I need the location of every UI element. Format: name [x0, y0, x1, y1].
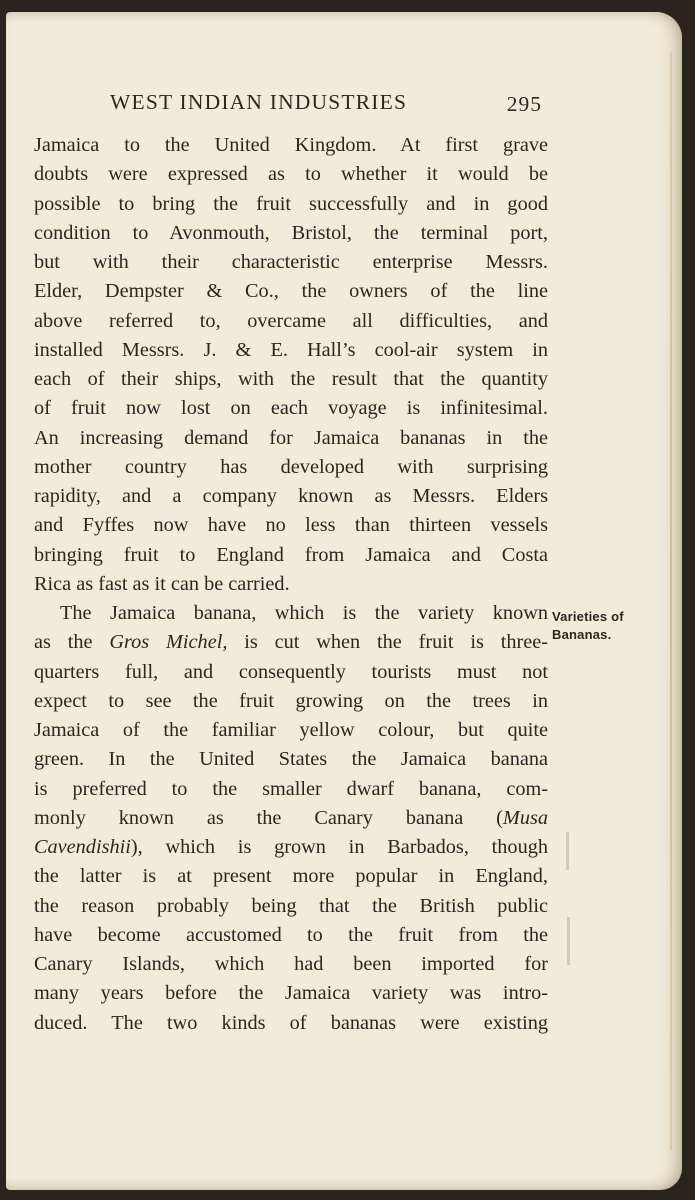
text-line: possible to bring the fruit successfully and in good [34, 192, 548, 215]
text-line: many years before the Jamaica variety was intro- [34, 982, 548, 1005]
text-run: monly known as the Canary banana ( [34, 806, 503, 829]
text-line [34, 628, 548, 657]
text-line: doubts were expressed as to whether it would be [34, 163, 548, 186]
text-line: bringing fruit to England from Jamaica and Costa [34, 543, 548, 566]
text-line: green. In the United States the Jamaica banana [34, 748, 548, 771]
text-line: the latter is at present more popular in England, [34, 865, 548, 888]
italic-term: Gros Michel [109, 631, 223, 654]
book-page [6, 12, 682, 1190]
text-line: The Jamaica banana, which is the variety known [60, 602, 548, 624]
italic-term: Cavendishii [34, 836, 131, 858]
text-line: Canary Islands, which had been imported for [34, 953, 548, 975]
text-line: have become accustomed to the fruit from the [34, 923, 548, 946]
page-number: 295 [506, 92, 542, 116]
show-through-mark [567, 917, 570, 965]
text-line: and Fyffes now have no less than thirteen vessels [34, 514, 548, 537]
text-line: each of their ships, with the result that the quantity [34, 368, 548, 390]
margin-note-line: Bananas. [552, 627, 612, 642]
text-run: ), which is grown in Barbados, though [130, 836, 548, 858]
text-line: Elder, Dempster & Co., the owners of the line [34, 280, 548, 303]
margin-note [552, 608, 652, 644]
text-line: mother country has developed with surprising [34, 455, 548, 478]
text-line: rapidity, and a company known as Messrs. Elders [34, 485, 548, 507]
text-line: above referred to, overcame all difficulties, and [34, 309, 548, 332]
text-run: , is cut when the fruit is three- [222, 631, 548, 654]
text-line: expect to see the fruit growing on the trees in [34, 689, 548, 712]
text-line: Jamaica of the familiar yellow colour, but quite [34, 719, 548, 741]
text-line [34, 833, 548, 862]
text-line: quarters full, and consequently tourists must not [34, 660, 548, 683]
italic-term: Musa [502, 806, 548, 829]
text-line: An increasing demand for Jamaica bananas in the [34, 426, 548, 449]
text-line: is preferred to the smaller dwarf banana, com- [34, 777, 548, 800]
text-line: duced. The two kinds of bananas were existing [34, 1011, 548, 1034]
running-title: WEST INDIAN INDUSTRIES [110, 90, 408, 114]
text-line: Jamaica to the United Kingdom. At first grave [34, 134, 548, 156]
margin-note-line: Varieties of [552, 609, 624, 624]
text-line: the reason probably being that the British public [34, 894, 548, 917]
text-line: but with their characteristic enterprise Messrs. [34, 251, 548, 273]
text-line: Rica as fast as it can be carried. [34, 572, 290, 595]
text-line [34, 804, 548, 833]
show-through-mark [566, 832, 569, 870]
text-line: of fruit now lost on each voyage is infinitesimal. [34, 397, 548, 420]
text-run: as the [34, 631, 110, 654]
body-text [34, 131, 548, 1038]
text-line: installed Messrs. J. & E. Hall’s cool-air system in [34, 338, 548, 361]
text-line: condition to Avonmouth, Bristol, the terminal port, [34, 221, 548, 244]
running-head [106, 90, 546, 120]
